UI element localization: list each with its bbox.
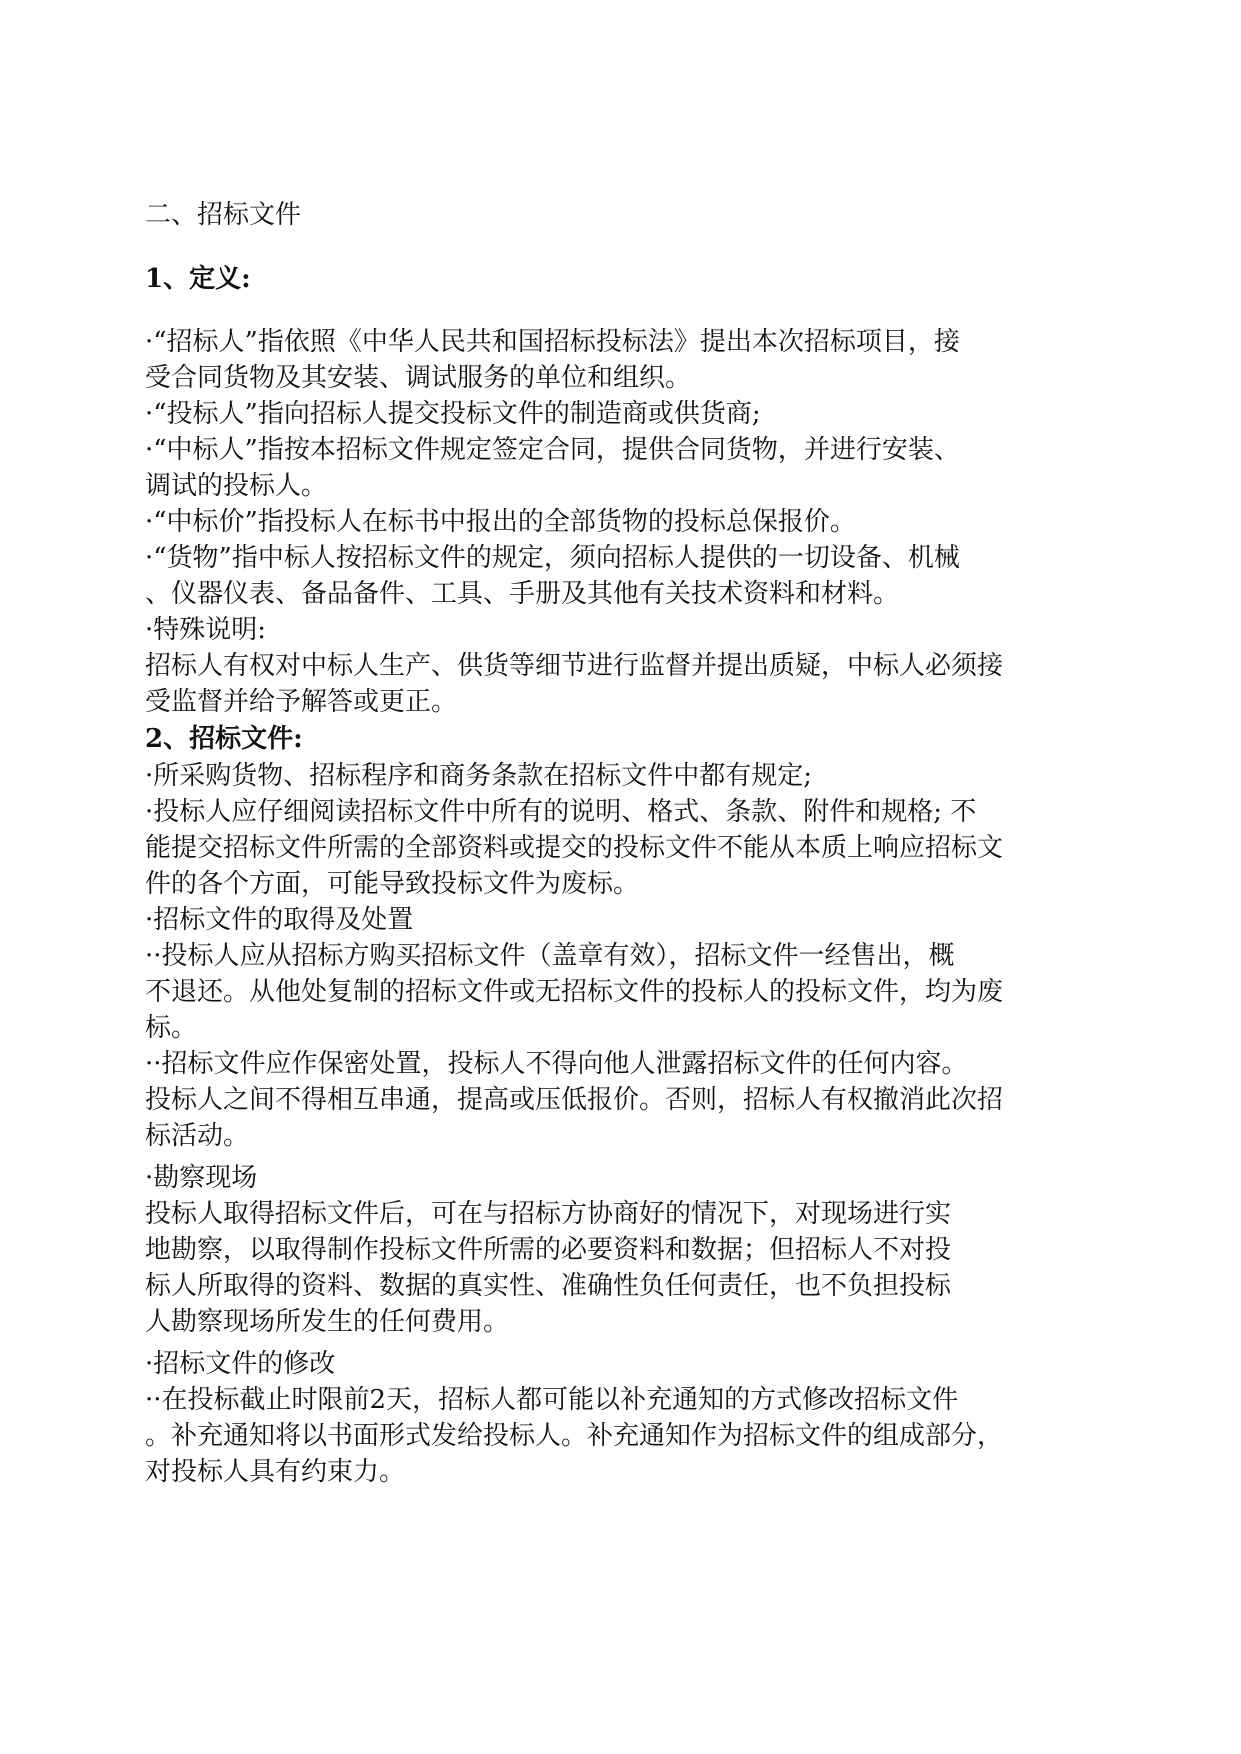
text-line: 调试的投标人。 [145,471,328,501]
section-heading-tender-documents: 2、招标文件: [145,724,303,754]
text-line: 招标人有权对中标人生产、供货等细节进行监督并提出质疑，中标人必须接 [145,651,1004,681]
paragraph [145,396,1105,432]
text-line: 不退还。从他处复制的招标文件或无招标文件的投标人的投标文件，均为废 [145,977,1004,1007]
text-line: ·“招标人”指依照《中华人民共和国招标投标法》提出本次招标项目，接 [145,327,960,357]
paragraph [145,540,1105,612]
paragraph [145,612,1105,648]
paragraph [145,324,1105,396]
paragraph [145,1382,1105,1490]
text-line: ·特殊说明: [145,615,267,645]
text-line: ·招标文件的修改 [145,1349,336,1379]
text-line: ··在投标截止时限前2天，招标人都可能以补充通知的方式修改招标文件 [145,1385,959,1415]
text-line: 标。 [145,1013,198,1043]
text-line: 标活动。 [145,1121,250,1151]
text-line: 对投标人具有约束力。 [145,1457,406,1487]
text-line: ·所采购货物、招标程序和商务条款在招标文件中都有规定; [145,761,813,791]
paragraph [145,504,1105,540]
chapter-title: 二、招标文件 [145,200,302,230]
text-line: 投标人取得招标文件后，可在与招标方协商好的情况下，对现场进行实 [145,1199,952,1229]
text-line: ·“投标人”指向招标人提交投标文件的制造商或供货商; [145,399,761,429]
text-line: 、仪器仪表、备品备件、工具、手册及其他有关技术资料和材料。 [145,579,900,609]
paragraph [145,1346,1105,1382]
text-line: 能提交招标文件所需的全部资料或提交的投标文件不能从本质上响应招标文 [145,833,1004,863]
text-line: ·“货物”指中标人按招标文件的规定，须向招标人提供的一切设备、机械 [145,543,960,573]
text-line: ·投标人应仔细阅读招标文件中所有的说明、格式、条款、附件和规格; 不 [145,797,977,827]
paragraph [145,432,1105,504]
paragraph [145,902,1105,938]
text-line: ·招标文件的取得及处置 [145,905,414,935]
document-page [145,198,1105,1490]
paragraph [145,1046,1105,1154]
section-body-definitions [145,324,1105,720]
section-body-tender-documents [145,758,1105,1490]
text-line: ··招标文件应作保密处置，投标人不得向他人泄露招标文件的任何内容。 [145,1049,968,1079]
text-line: ·勘察现场 [145,1163,258,1193]
paragraph [145,938,1105,1046]
text-line: 地勘察，以取得制作投标文件所需的必要资料和数据；但招标人不对投 [145,1235,952,1265]
text-line: ·“中标人”指按本招标文件规定签定合同，提供合同货物，并进行安装、 [145,435,960,465]
text-line: ·“中标价”指投标人在标书中报出的全部货物的投标总保报价。 [145,507,856,537]
paragraph [145,758,1105,794]
paragraph [145,1160,1105,1196]
text-line: 受合同货物及其安装、调试服务的单位和组织。 [145,363,692,393]
text-line: 人勘察现场所发生的任何费用。 [145,1307,510,1337]
section-heading-definitions: 1、定义: [145,264,251,294]
text-line: 投标人之间不得相互串通，提高或压低报价。否则，招标人有权撤消此次招 [145,1085,1004,1115]
paragraph [145,794,1105,902]
text-line: 标人所取得的资料、数据的真实性、准确性负任何责任，也不负担投标 [145,1271,952,1301]
text-line: 受监督并给予解答或更正。 [145,687,458,717]
text-line: 。补充通知将以书面形式发给投标人。补充通知作为招标文件的组成部分， [145,1421,1004,1451]
paragraph [145,1196,1105,1340]
paragraph [145,648,1105,720]
text-line: ··投标人应从招标方购买招标文件（盖章有效），招标文件一经售出，概 [145,941,955,971]
text-line: 件的各个方面，可能导致投标文件为废标。 [145,869,640,899]
